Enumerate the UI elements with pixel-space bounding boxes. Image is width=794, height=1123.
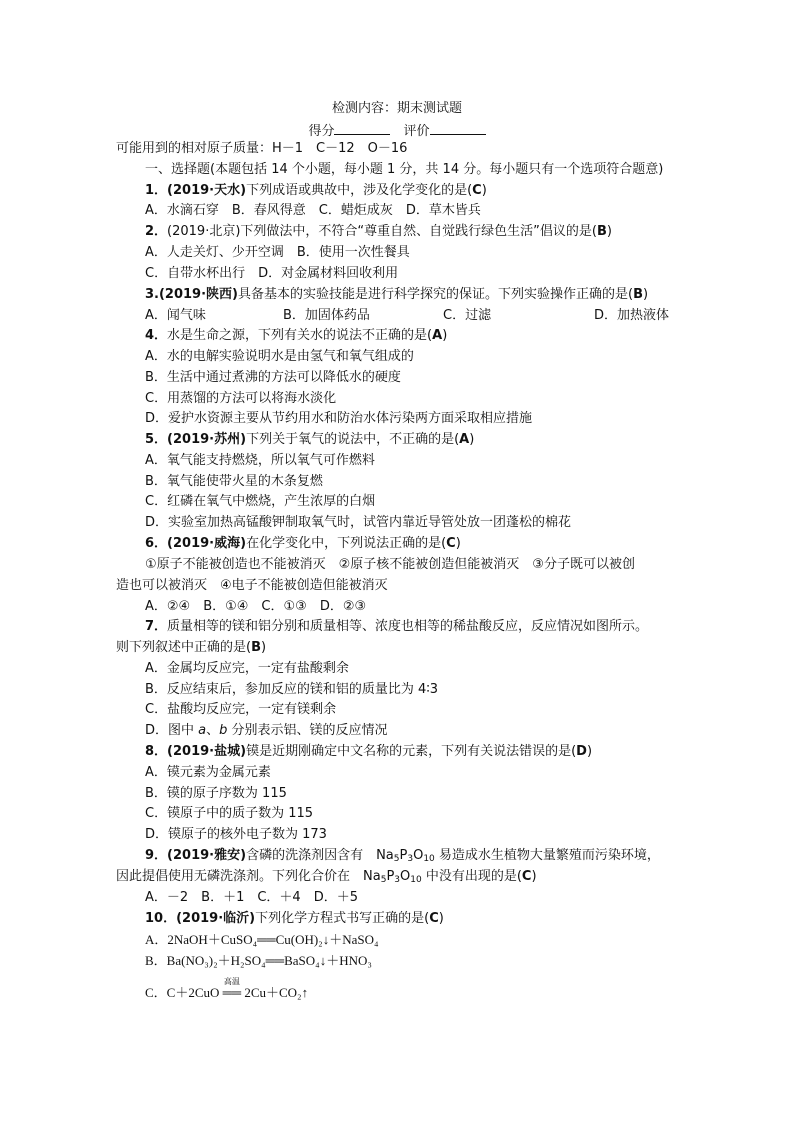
score-line xyxy=(0,121,794,140)
question-7-option-b: B．反应结束后，参加反应的镁和铝的质量比为 4∶3 xyxy=(145,682,438,697)
question-5-option-c: C．红磷在氧气中燃烧，产生浓厚的白烟 xyxy=(145,494,376,509)
atomic-mass-line: 可能用到的相对原子质量：H－1 C－12 O－16 xyxy=(116,141,408,156)
eval-blank xyxy=(430,121,486,135)
question-3-option-c: C．过滤 xyxy=(443,308,492,323)
question-source: (2019·盐城) xyxy=(167,744,247,759)
question-7: 7．质量相等的镁和铝分别和质量相等、浓度也相等的稀盐酸反应，反应情况如图所示。 xyxy=(145,619,649,634)
question-9: 9．(2019·雅安)含磷的洗涤剂因含有 $Na_5P_3O_{10}$ 易造成水生植物大量繁殖而污染环境， xyxy=(145,848,660,864)
answer: C xyxy=(429,911,439,926)
question-4-option-d: D．爱护水资源主要从节约用水和防治水体污染两方面采取相应措施 xyxy=(145,411,533,426)
question-2: 2．(2019·北京)下列做法中，不符合“尊重自然、自觉践行绿色生活”倡议的是(B) xyxy=(145,224,612,239)
question-4-option-c: C．用蒸馏的方法可以将海水淡化 xyxy=(145,391,337,406)
question-7-option-a: A．金属均反应完，一定有盐酸剩余 xyxy=(145,661,349,676)
question-6-options: A．②④ B．①④ C．①③ D．②③ xyxy=(145,599,367,614)
answer: C xyxy=(521,869,532,884)
question-8-option-c: C．镆原子中的质子数为 115 xyxy=(145,806,314,821)
question-8-option-b: B．镆的原子序数为 115 xyxy=(145,786,287,801)
question-source: (2019·临沂) xyxy=(176,911,256,926)
page-title: 检测内容：期末测试题 xyxy=(331,101,462,116)
question-9-options: A．－2 B．＋1 C．＋4 D．＋5 xyxy=(145,890,358,905)
question-1-options: A．水滴石穿 B．春风得意 C．蜡炬成灰 D．草木皆兵 xyxy=(145,203,481,218)
question-6-statements-1: ①原子不能被创造也不能被消灭 ②原子核不能被创造但能被消灭 ③分子既可以被创 xyxy=(145,557,635,572)
answer: A xyxy=(432,328,443,343)
question-4-option-a: A．水的电解实验说明水是由氢气和氧气组成的 xyxy=(145,349,414,364)
answer: C xyxy=(472,183,482,198)
question-4-option-b: B．生活中通过煮沸的方法可以降低水的硬度 xyxy=(145,370,401,385)
question-source: (2019·苏州) xyxy=(167,432,247,447)
eval-label: 评价 xyxy=(403,124,430,139)
question-8-option-a: A．镆元素为金属元素 xyxy=(145,765,271,780)
answer: B xyxy=(633,287,643,302)
answer: D xyxy=(576,744,587,759)
question-source: (2019·威海) xyxy=(167,536,247,551)
question-5: 5．(2019·苏州)下列关于氧气的说法中，不正确的是(A) xyxy=(145,432,475,447)
question-2-option-cd: C．自带水杯出行 D．对金属材料回收利用 xyxy=(145,266,399,281)
question-9-stem-2: 因此提倡使用无磷洗涤剂。下列化合价在 $Na_5P_3O_{10}$ 中没有出现的是(C) xyxy=(116,869,537,885)
answer: C xyxy=(446,536,456,551)
question-source: (2019·雅安) xyxy=(167,848,247,863)
answer: A xyxy=(459,432,470,447)
question-1: 1．(2019·天水)下列成语或典故中，涉及化学变化的是(C) xyxy=(145,183,487,198)
reaction-arrow: 高温 ══ xyxy=(223,985,241,1001)
score-label: 得分 xyxy=(308,124,335,139)
question-4: 4．水是生命之源，下列有关水的说法不正确的是(A) xyxy=(145,328,448,343)
question-6: 6．(2019·威海)在化学变化中，下列说法正确的是(C) xyxy=(145,536,461,551)
question-7-option-d: D．图中 a、b 分别表示铝、镁的反应情况 xyxy=(145,723,388,738)
question-10-option-b: B．Ba(NO₃)₂＋H₂SO₄══BaSO₄↓＋HNO₃ xyxy=(145,953,372,968)
question-8: 8．(2019·盐城)镆是近期刚确定中文名称的元素，下列有关说法错误的是(D) xyxy=(145,744,593,759)
question-3-option-a: A．闻气味 xyxy=(145,308,206,323)
question-5-option-b: B．氧气能使带火星的木条复燃 xyxy=(145,474,323,489)
answer: B xyxy=(251,640,261,655)
question-source: (2019·陕西) xyxy=(158,287,238,302)
question-8-option-d: D．镆原子的核外电子数为 173 xyxy=(145,827,327,842)
question-source: (2019·天水) xyxy=(167,183,247,198)
question-5-option-a: A．氧气能支持燃烧，所以氧气可作燃料 xyxy=(145,453,375,468)
question-10-option-a: A．2NaOH＋CuSO₄══Cu(OH)₂↓＋NaSO₄ xyxy=(145,932,379,947)
question-10-option-c: C．C＋2CuO 高温 ══ 2Cu＋CO₂↑ xyxy=(145,985,308,1001)
section-heading: 一、选择题(本题包括 14 个小题，每小题 1 分，共 14 分。每小题只有一个选项符合题意) xyxy=(145,162,664,177)
question-6-statements-2: 造也可以被消灭 ④电子不能被创造但能被消灭 xyxy=(116,578,388,593)
question-7-stem-2: 则下列叙述中正确的是(B) xyxy=(116,640,267,655)
question-3: 3.(2019·陕西)具备基本的实验技能是进行科学探究的保证。下列实验操作正确的是(B) xyxy=(145,287,649,302)
question-2-option-ab: A．人走关灯、少开空调 B．使用一次性餐具 xyxy=(145,245,410,260)
question-3-option-b: B．加固体药品 xyxy=(283,308,370,323)
score-blank xyxy=(334,121,390,135)
question-5-option-d: D．实验室加热高锰酸钾制取氧气时，试管内靠近导管处放一团蓬松的棉花 xyxy=(145,515,572,530)
answer: B xyxy=(596,224,607,239)
reaction-condition: 高温 xyxy=(223,977,240,986)
question-10: 10．(2019·临沂)下列化学方程式书写正确的是(C) xyxy=(145,911,444,926)
question-7-option-c: C．盐酸均反应完，一定有镁剩余 xyxy=(145,702,337,717)
question-3-option-d: D．加热液体 xyxy=(594,308,670,323)
question-source: (2019·北京) xyxy=(167,224,241,239)
